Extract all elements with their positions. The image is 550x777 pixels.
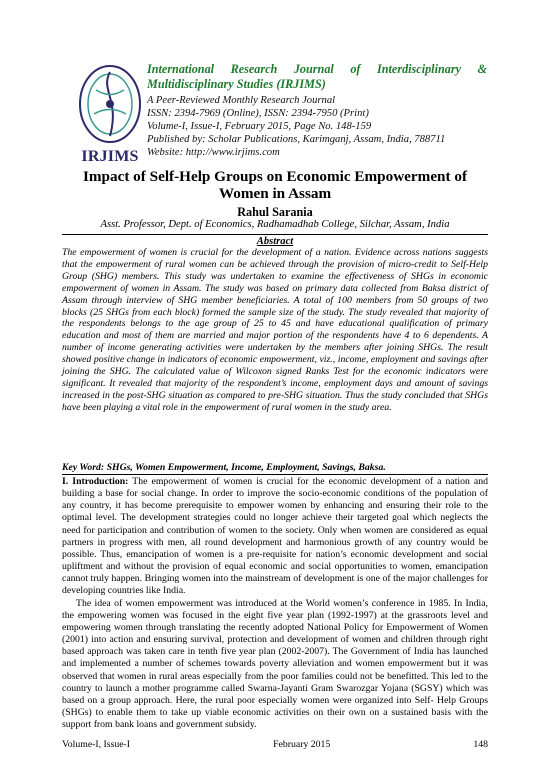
author-affiliation: Asst. Professor, Dept. of Economics, Radhamadhab College, Silchar, Assam, India xyxy=(100,219,450,230)
logo-emblem-icon xyxy=(70,60,150,150)
intro-paragraph xyxy=(62,476,488,598)
intro-paragraph: The idea of women empowerment was introduced at the World women’s conference in 1985. In India, the empowering women was focused in the eight five year plan (1992-1997) at the grassroots level and empowering women through translating the recently adopted National Policy for Empowerment of Women (2001) into action and ensuring survival, protection and development of women and children through right based approach was taken care in tenth five year plan (2002-2007). The Government of India has launched and implemented a number of schemes towards poverty alleviation and women empowerment but it was observed that women in rural areas especially from the poor families could not be benefitted. This led to the country to launch a mother programme called Swarna-Jayanti Gram Swarozgar Yojana (SGSY) which was based on a group approach. Here, the rural poor especially women were organized into Self- Help Groups (SHGs) to enable them to take up viable economic activities on their own on a sustained basis with the support from bank loans and government subsidy. xyxy=(62,597,488,731)
journal-logo xyxy=(70,60,150,162)
author-name: Rahul Sarania xyxy=(237,205,313,219)
keywords: Key Word: SHGs, Women Empowerment, Income, Employment, Savings, Baksa. xyxy=(62,462,386,473)
journal-meta-line: Volume-I, Issue-I, February 2015, Page No. 148-159 xyxy=(147,121,372,133)
logo-wordmark: IRJIMS xyxy=(81,148,139,165)
journal-website-link[interactable]: Website: http://www.irjims.com xyxy=(147,147,280,159)
abstract-text: The empowerment of women is crucial for the development of a nation. Evidence across nations suggests that the empowerment of rural women can be achieved through the provision of micro-credit to Self-Help Group (SHG) members. This study was undertaken to examine the effectiveness of SHGs in economic empowerment of women in Assam. The study was based on primary data collected from Baksa district of Assam through interview of SHG member beneficiaries. A total of 100 members from 50 groups of two blocks (25 SHGs from each block) formed the sample size of the study. The study revealed that majority of the respondents belongs to the age group of 25 to 45 and have educational qualification of primary education and most of them are married and major portion of the respondents have 4 to 6 dependents. A number of income generating activities were undertaken by the members after joining SHGs. The result showed positive change in indicators of economic empowerment, viz., income, employment and savings after joining the SHG. The calculated value of Wilcoxon signed Ranks Test for the economic indicators were significant. It revealed that majority of the respondent’s income, employment days and amount of savings increased in the post-SHG situation as compared to pre-SHG situation. Thus the study concluded that SHGs have been playing a vital role in the empowerment of rural women in the study area. xyxy=(62,247,488,413)
abstract-heading: Abstract xyxy=(256,236,294,247)
journal-meta xyxy=(147,94,487,159)
paragraph-text: The empowerment of women is crucial for the economic development of a nation and building a base for social change. In order to improve the socio-economic conditions of the population of any country, it has become prerequisite to empower women by enhancing and ensuring their role to the optimal level. The development strategies could no longer achieve their targeted goal which neglects the need for participation and contribution of women to the society. Only when women are considered as equal partners in progress with men, all round development and harmonious growth of any country would be possible. Thus, emancipation of women is a pre-requisite for nation’s economic development and social upliftment and without the provision of equal economic and social opportunities to women, emancipation cannot truly happen. Bringing women into the mainstream of development is one of the major challenges for developing countries like India. xyxy=(62,476,488,597)
journal-meta-line: A Peer-Reviewed Monthly Research Journal xyxy=(147,95,336,106)
footer-date: February 2015 xyxy=(273,739,331,750)
journal-meta-line: Published by: Scholar Publications, Karimganj, Assam, India, 788711 xyxy=(147,134,446,146)
section-heading: I. Introduction: xyxy=(62,476,129,487)
paper-title: Impact of Self-Help Groups on Economic Empowerment of Women in Assam xyxy=(82,168,468,202)
footer-volume: Volume-I, Issue-I xyxy=(62,739,131,750)
journal-meta-line: ISSN: 2394-7969 (Online), ISSN: 2394-7950 (Print) xyxy=(147,108,369,120)
divider xyxy=(62,234,488,235)
divider xyxy=(62,474,488,475)
journal-title: International Research Journal of Interdisciplinary & Multidisciplinary Studies (IRJIMS) xyxy=(147,62,487,91)
page-footer xyxy=(62,739,488,750)
introduction-section xyxy=(62,476,488,731)
page-number: 148 xyxy=(473,739,488,750)
